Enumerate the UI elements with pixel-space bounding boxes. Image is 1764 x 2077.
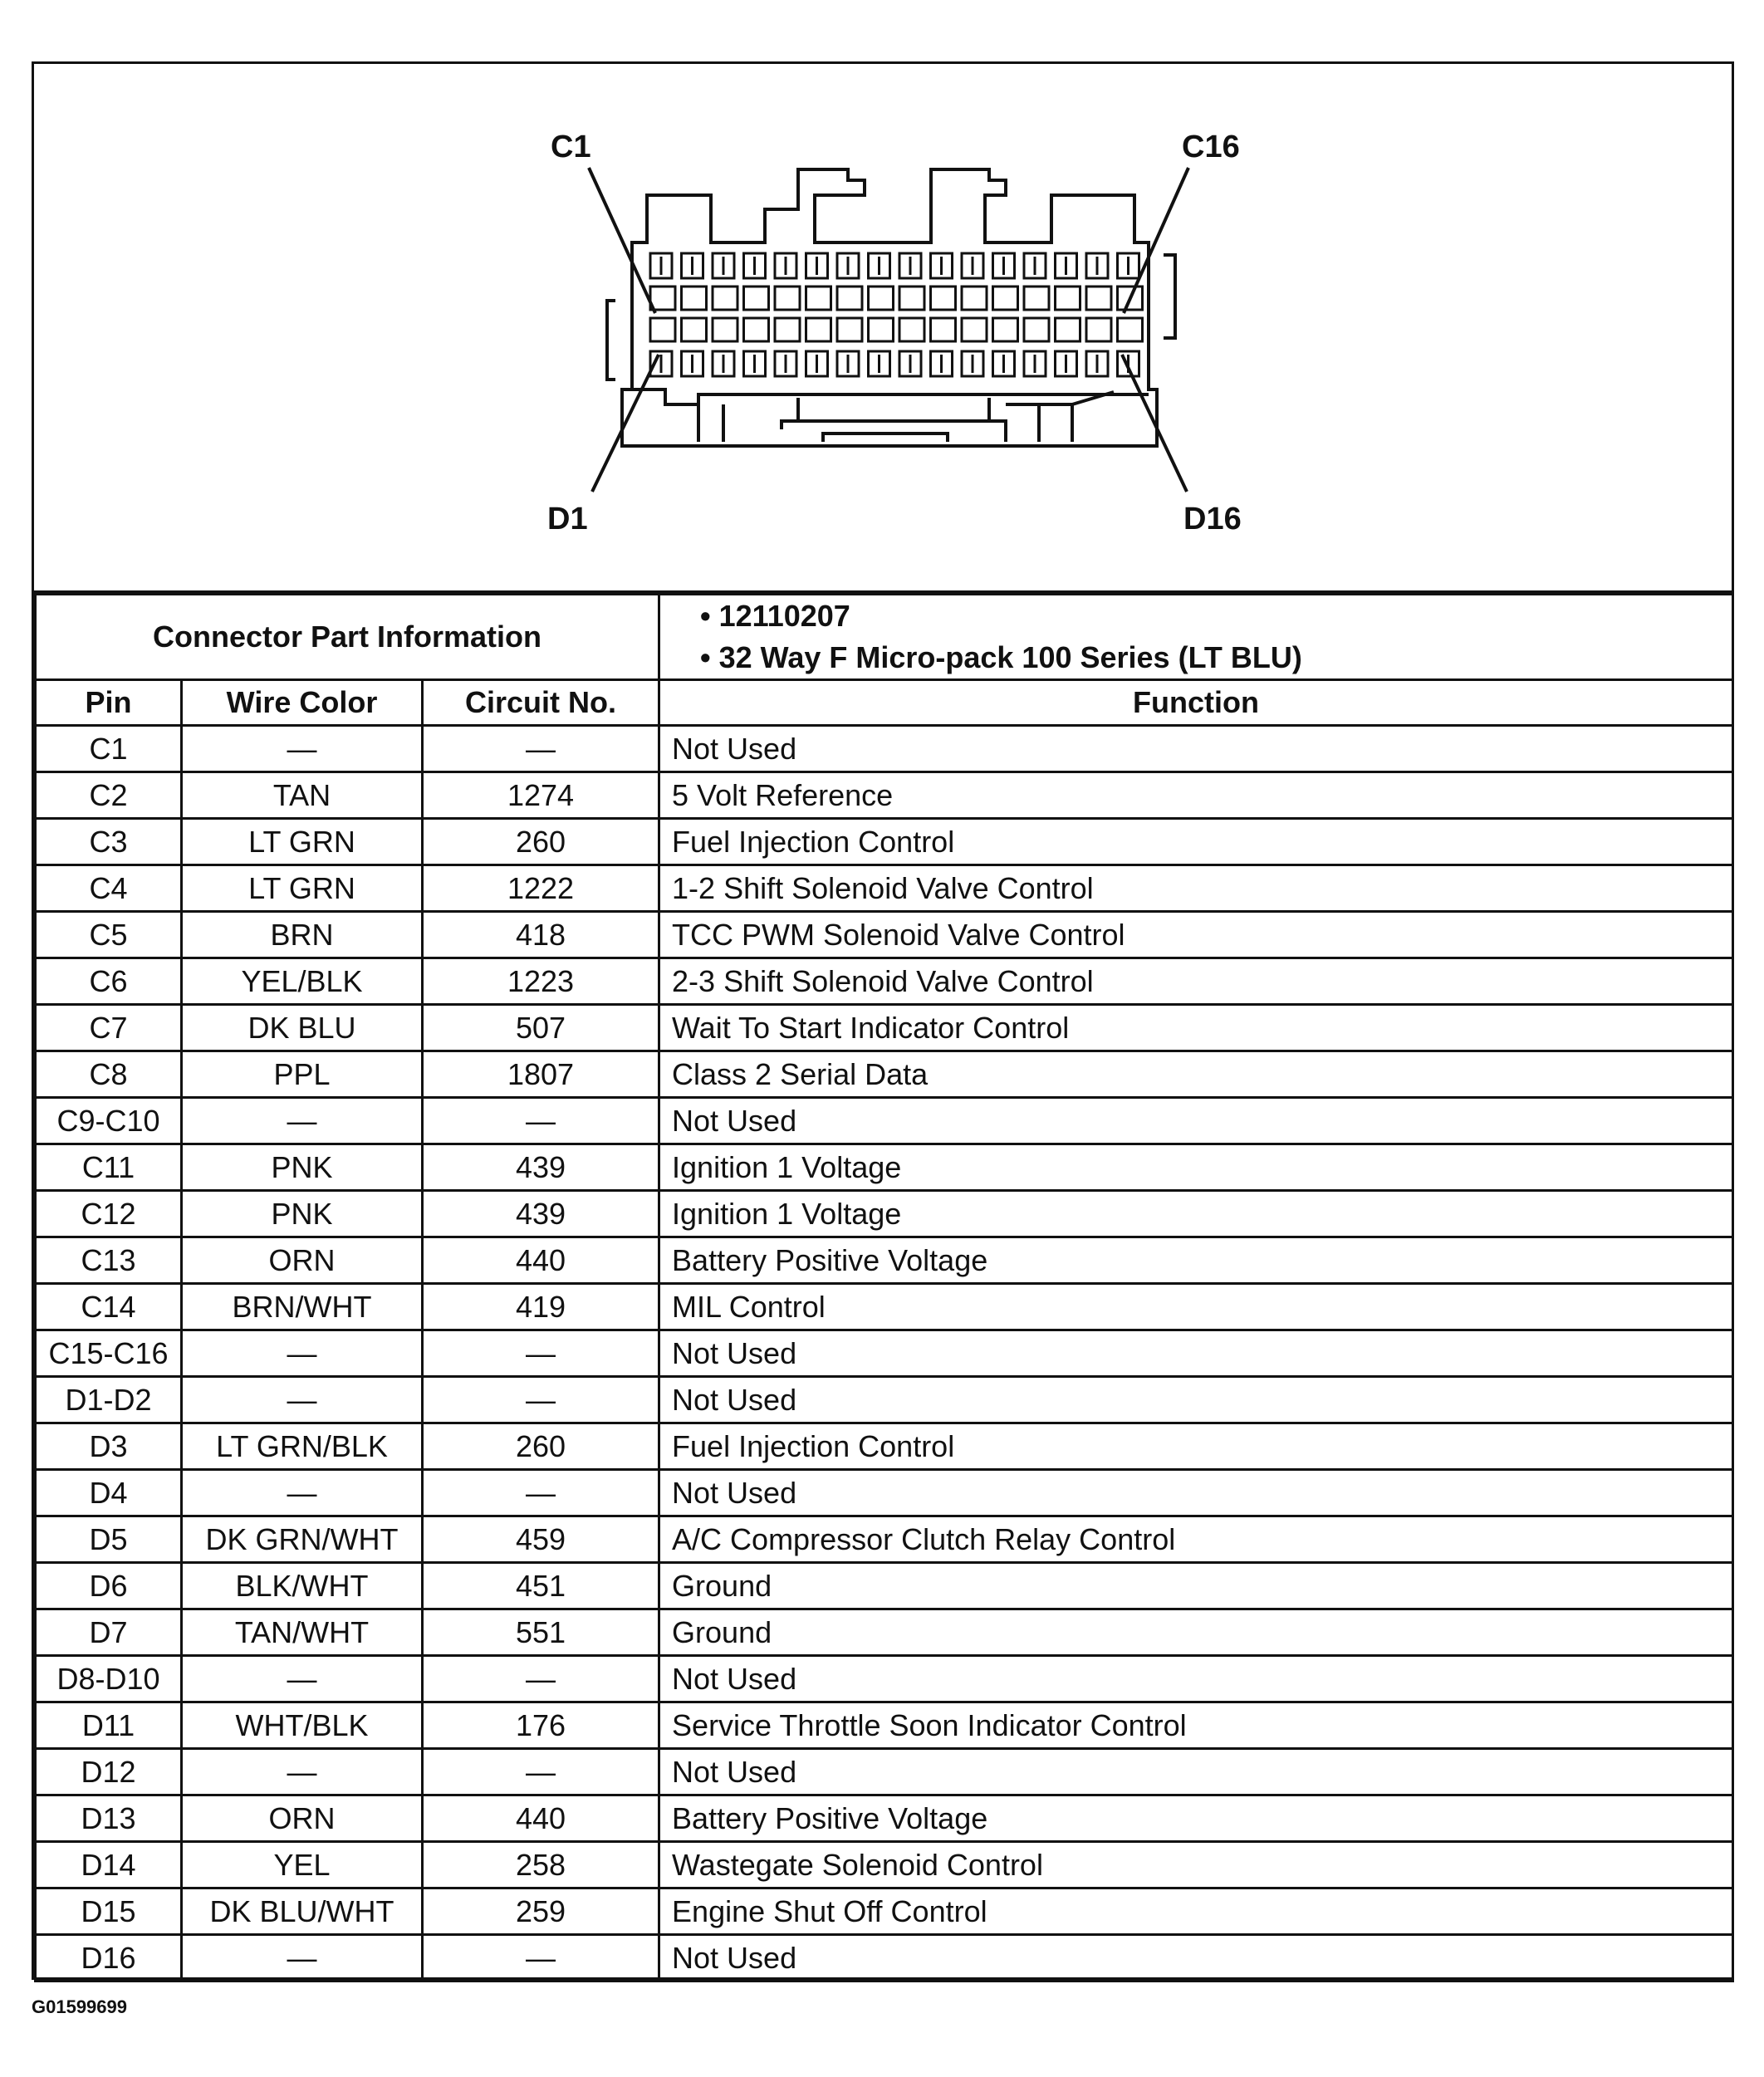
table-row [36, 1795, 1733, 1842]
wire-color-cell: — [182, 1330, 423, 1377]
header-wire-color: Wire Color [182, 680, 423, 726]
wire-color-cell: DK GRN/WHT [182, 1516, 423, 1563]
pin-cell: C14 [36, 1284, 182, 1330]
table-row [36, 912, 1733, 958]
wire-color-cell: PPL [182, 1051, 423, 1098]
pinout-table [34, 593, 1734, 1982]
terminal-cavity [993, 318, 1018, 341]
function-cell: Battery Positive Voltage [659, 1795, 1733, 1842]
function-cell: Fuel Injection Control [659, 819, 1733, 865]
pin-cell: C12 [36, 1191, 182, 1237]
function-cell: Ground [659, 1609, 1733, 1656]
wire-color-cell: TAN [182, 772, 423, 819]
wire-color-cell: WHT/BLK [182, 1702, 423, 1749]
wire-color-cell: DK BLU/WHT [182, 1888, 423, 1935]
table-row [36, 726, 1733, 772]
table-row [36, 1656, 1733, 1702]
terminal-cavity [1056, 318, 1080, 341]
terminal-cavity [806, 287, 831, 310]
function-cell: Wait To Start Indicator Control [659, 1005, 1733, 1051]
label-c1: C1 [551, 130, 591, 164]
function-cell: Not Used [659, 1377, 1733, 1423]
wire-color-cell: — [182, 1098, 423, 1144]
pin-cell: D4 [36, 1470, 182, 1516]
circuit-cell: — [423, 1470, 659, 1516]
terminal-cavity [1086, 287, 1111, 310]
wire-color-cell: LT GRN [182, 819, 423, 865]
table-row [36, 1702, 1733, 1749]
wire-color-cell: TAN/WHT [182, 1609, 423, 1656]
pin-cell: D14 [36, 1842, 182, 1888]
circuit-cell: 418 [423, 912, 659, 958]
wire-color-cell: DK BLU [182, 1005, 423, 1051]
label-d16: D16 [1183, 502, 1242, 536]
table-row [36, 1888, 1733, 1935]
connector-diagram [34, 64, 1732, 593]
wire-color-cell: LT GRN/BLK [182, 1423, 423, 1470]
circuit-cell: — [423, 1749, 659, 1795]
table-row [36, 1098, 1733, 1144]
table-row [36, 1330, 1733, 1377]
function-cell: Not Used [659, 1098, 1733, 1144]
circuit-cell: — [423, 1377, 659, 1423]
terminal-cavity [1056, 287, 1080, 310]
terminal-cavity [713, 287, 737, 310]
pin-cell: D7 [36, 1609, 182, 1656]
wire-color-cell: BRN [182, 912, 423, 958]
circuit-cell: 176 [423, 1702, 659, 1749]
pin-cell: D6 [36, 1563, 182, 1609]
wire-color-cell: PNK [182, 1144, 423, 1191]
circuit-cell: — [423, 1935, 659, 1981]
part-number: • 12110207 [700, 599, 850, 633]
circuit-cell: 451 [423, 1563, 659, 1609]
wire-color-cell: PNK [182, 1191, 423, 1237]
circuit-cell: 439 [423, 1191, 659, 1237]
table-row [36, 1423, 1733, 1470]
wire-color-cell: — [182, 1935, 423, 1981]
wire-color-cell: YEL [182, 1842, 423, 1888]
part-info-row [36, 595, 1733, 680]
pin-cell: C3 [36, 819, 182, 865]
circuit-cell: 1274 [423, 772, 659, 819]
connector-face-drawing [34, 64, 1732, 590]
pin-cell: D15 [36, 1888, 182, 1935]
terminal-cavity [993, 287, 1018, 310]
circuit-cell: 260 [423, 819, 659, 865]
pin-cell: C9-C10 [36, 1098, 182, 1144]
function-cell: Ground [659, 1563, 1733, 1609]
pin-cell: C13 [36, 1237, 182, 1284]
function-cell: Not Used [659, 1935, 1733, 1981]
terminal-cavities [650, 253, 1143, 376]
terminal-cavity [775, 318, 800, 341]
function-cell: 1-2 Shift Solenoid Valve Control [659, 865, 1733, 912]
pinout-table-section [34, 593, 1732, 1982]
circuit-cell: — [423, 726, 659, 772]
table-header-row [36, 680, 1733, 726]
header-circuit-no: Circuit No. [423, 680, 659, 726]
circuit-cell: 419 [423, 1284, 659, 1330]
circuit-cell: 258 [423, 1842, 659, 1888]
circuit-cell: 1223 [423, 958, 659, 1005]
terminal-cavity [899, 287, 924, 310]
pin-cell: D16 [36, 1935, 182, 1981]
terminal-cavity [682, 318, 707, 341]
header-pin: Pin [36, 680, 182, 726]
wire-color-cell: BLK/WHT [182, 1563, 423, 1609]
pin-cell: C7 [36, 1005, 182, 1051]
terminal-cavity [806, 318, 831, 341]
circuit-cell: — [423, 1098, 659, 1144]
circuit-cell: 260 [423, 1423, 659, 1470]
wire-color-cell: ORN [182, 1795, 423, 1842]
pin-cell: C8 [36, 1051, 182, 1098]
terminal-cavity [837, 287, 862, 310]
terminal-cavity [713, 318, 737, 341]
circuit-cell: 259 [423, 1888, 659, 1935]
header-function: Function [659, 680, 1733, 726]
wire-color-cell: BRN/WHT [182, 1284, 423, 1330]
table-row [36, 1935, 1733, 1981]
terminal-cavity [931, 287, 956, 310]
pin-cell: D11 [36, 1702, 182, 1749]
terminal-cavity [869, 318, 894, 341]
function-cell: Not Used [659, 726, 1733, 772]
table-row [36, 865, 1733, 912]
pin-cell: D12 [36, 1749, 182, 1795]
terminal-cavity [744, 318, 769, 341]
circuit-cell: — [423, 1656, 659, 1702]
table-row [36, 772, 1733, 819]
terminal-cavity [1024, 318, 1049, 341]
label-c16: C16 [1182, 130, 1240, 164]
terminal-cavity [775, 287, 800, 310]
figure-id: G01599699 [32, 1996, 127, 2017]
wire-color-cell: — [182, 1749, 423, 1795]
pin-cell: D3 [36, 1423, 182, 1470]
function-cell: Battery Positive Voltage [659, 1237, 1733, 1284]
terminal-cavity [1086, 318, 1111, 341]
table-row [36, 1191, 1733, 1237]
pin-cell: D8-D10 [36, 1656, 182, 1702]
wire-color-cell: — [182, 1377, 423, 1423]
terminal-cavity [869, 287, 894, 310]
circuit-cell: 507 [423, 1005, 659, 1051]
table-row [36, 1284, 1733, 1330]
function-cell: Not Used [659, 1656, 1733, 1702]
pin-cell: C2 [36, 772, 182, 819]
table-row [36, 1377, 1733, 1423]
circuit-cell: 1807 [423, 1051, 659, 1098]
circuit-cell: 1222 [423, 865, 659, 912]
pin-cell: C5 [36, 912, 182, 958]
circuit-cell: — [423, 1330, 659, 1377]
table-row [36, 1144, 1733, 1191]
circuit-cell: 440 [423, 1237, 659, 1284]
wire-color-cell: — [182, 1656, 423, 1702]
function-cell: Not Used [659, 1330, 1733, 1377]
function-cell: Not Used [659, 1470, 1733, 1516]
terminal-cavity [1024, 287, 1049, 310]
function-cell: Service Throttle Soon Indicator Control [659, 1702, 1733, 1749]
pin-cell: C11 [36, 1144, 182, 1191]
table-row [36, 1237, 1733, 1284]
table-row [36, 819, 1733, 865]
terminal-cavity [962, 287, 987, 310]
part-info-values [659, 595, 1733, 680]
wire-color-cell: LT GRN [182, 865, 423, 912]
pin-cell: D1-D2 [36, 1377, 182, 1423]
table-row [36, 1609, 1733, 1656]
label-d1: D1 [547, 502, 588, 536]
function-cell: TCC PWM Solenoid Valve Control [659, 912, 1733, 958]
function-cell: Not Used [659, 1749, 1733, 1795]
terminal-cavity [650, 318, 675, 341]
pin-cell: D13 [36, 1795, 182, 1842]
function-cell: 2-3 Shift Solenoid Valve Control [659, 958, 1733, 1005]
circuit-cell: 459 [423, 1516, 659, 1563]
part-description: • 32 Way F Micro-pack 100 Series (LT BLU) [700, 640, 1302, 674]
terminal-cavity [682, 287, 707, 310]
table-row [36, 958, 1733, 1005]
circuit-cell: 440 [423, 1795, 659, 1842]
table-row [36, 1516, 1733, 1563]
table-row [36, 1842, 1733, 1888]
terminal-cavity [962, 318, 987, 341]
wire-color-cell: — [182, 1470, 423, 1516]
wire-color-cell: ORN [182, 1237, 423, 1284]
function-cell: Wastegate Solenoid Control [659, 1842, 1733, 1888]
terminal-cavity [931, 318, 956, 341]
terminal-cavity [899, 318, 924, 341]
function-cell: Class 2 Serial Data [659, 1051, 1733, 1098]
pin-cell: C15-C16 [36, 1330, 182, 1377]
wire-color-cell: YEL/BLK [182, 958, 423, 1005]
table-row [36, 1749, 1733, 1795]
table-row [36, 1563, 1733, 1609]
table-row [36, 1051, 1733, 1098]
function-cell: Engine Shut Off Control [659, 1888, 1733, 1935]
table-row [36, 1470, 1733, 1516]
circuit-cell: 439 [423, 1144, 659, 1191]
circuit-cell: 551 [423, 1609, 659, 1656]
function-cell: Ignition 1 Voltage [659, 1191, 1733, 1237]
function-cell: MIL Control [659, 1284, 1733, 1330]
function-cell: Ignition 1 Voltage [659, 1144, 1733, 1191]
function-cell: 5 Volt Reference [659, 772, 1733, 819]
terminal-cavity [837, 318, 862, 341]
part-info-label: Connector Part Information [36, 595, 659, 680]
function-cell: A/C Compressor Clutch Relay Control [659, 1516, 1733, 1563]
pin-cell: C6 [36, 958, 182, 1005]
connector-document [32, 61, 1734, 1980]
table-row [36, 1005, 1733, 1051]
terminal-cavity [1118, 318, 1143, 341]
pin-cell: D5 [36, 1516, 182, 1563]
function-cell: Fuel Injection Control [659, 1423, 1733, 1470]
terminal-cavity [650, 287, 675, 310]
pin-cell: C4 [36, 865, 182, 912]
terminal-cavity [744, 287, 769, 310]
wire-color-cell: — [182, 726, 423, 772]
pin-cell: C1 [36, 726, 182, 772]
